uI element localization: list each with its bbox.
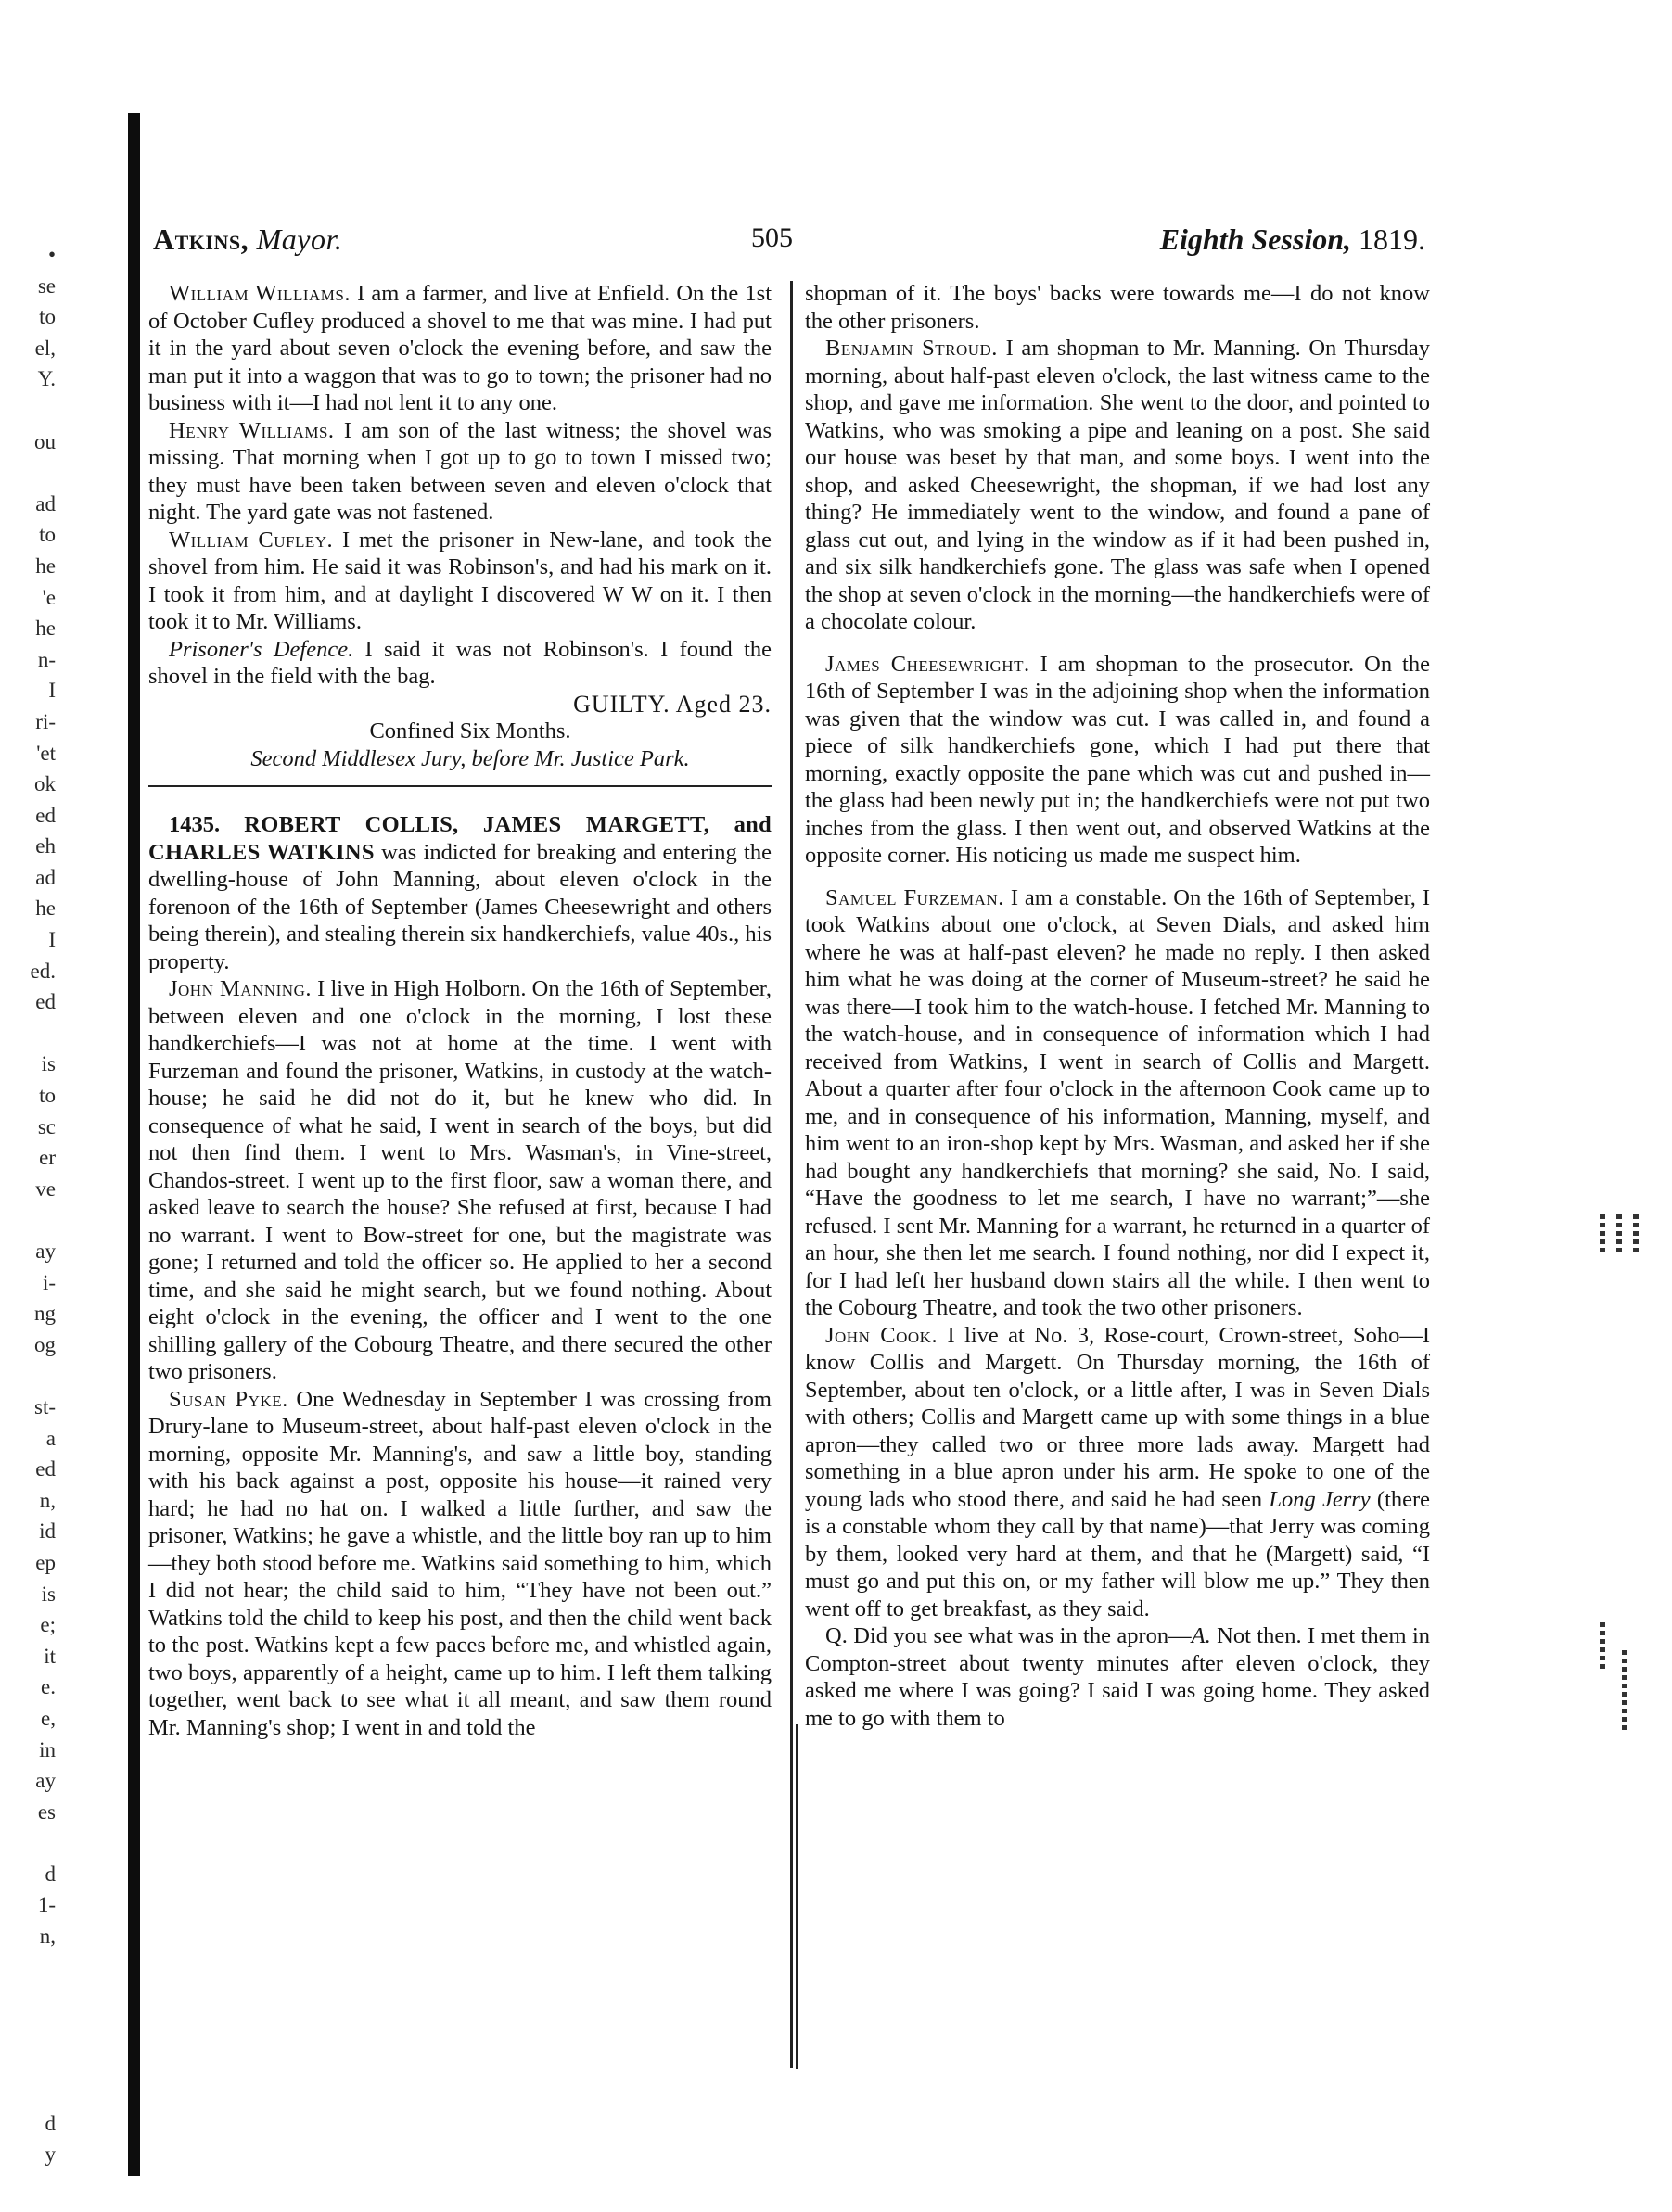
margin-fragment: ed. [30,959,56,983]
prisoner-defence [148,636,772,691]
witness-name: John Cook. [825,1322,938,1348]
witness-name: James Cheesewright. [825,651,1030,677]
margin-fragment [0,1983,56,2015]
running-head-left [153,222,342,257]
margin-fragment: 1- [37,1893,56,1917]
column-rule [790,281,793,2068]
margin-fragment: ed [35,1457,56,1481]
margin-fragment: ou [34,429,56,453]
testimony-paragraph [805,1322,1430,1623]
verdict-line [148,691,772,718]
case-heading [148,811,772,975]
margin-fragment [0,1360,56,1392]
margin-fragment: i- [42,1270,56,1294]
margin-fragment: es [37,1799,56,1824]
margin-fragment: og [34,1332,56,1356]
margin-fragment: d [45,1862,56,1886]
margin-fragment: he [35,896,56,921]
margin-fragment [0,2045,56,2077]
margin-fragment: is [41,1582,56,1606]
testimony-paragraph [805,651,1430,870]
margin-fragment [0,395,56,426]
session-year: 1819. [1359,222,1425,256]
witness-name: Susan Pyke. [169,1386,288,1412]
margin-fragment [0,457,56,489]
margin-fragment: ri- [35,709,56,733]
witness-name: William Cufley. [169,527,334,553]
margin-fragment: sc [37,1114,56,1138]
margin-fragment: 'et [36,741,56,765]
testimony-paragraph [148,417,772,527]
margin-fragment: is [41,1052,56,1076]
margin-fragment: ep [35,1550,56,1574]
verdict: GUILTY. [573,690,670,718]
binding-edge [128,113,140,2176]
answer-text: Not then. I met them in Compton-street about twenty minutes after eleven o'clock, they asked me where I was going? I said I was going home. They asked me to go with them to [805,1623,1431,1731]
witness-name: Samuel Furzeman. [825,884,1004,910]
margin-fragment: he [35,617,56,641]
margin-fragment: 'e [42,585,56,609]
margin-fragment: e; [40,1613,56,1637]
margin-fragment: ed [35,803,56,827]
prisoner-age: Aged 23. [675,690,772,718]
testimony-text: One Wednesday in September I was crossing from Drury-lane to Museum-street, about half-past eleven o'clock in the morning, opposite Mr. Manning's, and saw a little boy, standing with his back against a post, opposite his house—it rained very hard; he had no hat on. I walked a little further, and saw the prisoner, Watkins; he gave a whistle, and the little boy ran up to him—they both stood before me. Watkins said something to him, which I did not hear; the child said to him, “They have not been out.” Watkins told the child to keep his post, and then the child went back to the post. Watkins kept a few paces before me, and whistled again, two boys, apparently of a height, came up to him. I left them talking together, went back to see what it all meant, and saw them round Mr. Manning's shop; I went in and told the [148,1386,772,1740]
mayor-title: Mayor. [256,222,343,256]
paragraph-gap [805,870,1430,884]
defence-text: I said it was not Robinson's. I found the shovel in the field with the bag. [148,636,772,689]
session-label: Eighth Session, [1159,222,1351,256]
testimony-paragraph [148,975,772,1386]
margin-fragment: er [39,1146,56,1170]
margin-fragment: ay [35,1239,56,1263]
margin-fragment: ed [35,990,56,1014]
question-text: Did you see what was in the apron— [853,1623,1192,1648]
margin-fragment [0,2015,56,2046]
testimony-paragraph [148,280,772,417]
margin-fragment [0,2077,56,2108]
continued-text: shopman of it. The boys' backs were towards me—I do not know the other prisoners. [805,281,1430,334]
margin-fragment: to [39,1084,56,1108]
margin-fragment: st- [34,1394,56,1418]
margin-fragment: e. [41,1675,56,1699]
case-number: 1435. [169,812,221,837]
right-column [805,280,1430,1732]
margin-fragment: I [48,679,56,703]
testimony-paragraph [805,335,1430,636]
testimony-paragraph [148,1386,772,1742]
margin-fragment: • [47,243,56,266]
margin-fragment: ve [35,1176,56,1201]
margin-fragment: Y. [37,367,56,391]
defence-label: Prisoner's Defence. [169,636,354,662]
margin-fragment: el, [34,336,56,360]
margin-fragment: ad [35,491,56,515]
testimony-text: I am a farmer, and live at Enfield. On the 1st of October Cufley produced a shovel to me that was mine. I had put it in the yard about seven o'clock the evening before, and saw the man put it into a waggon that was to go to town; the prisoner had no business with it—I had not lent it to any one. [148,281,772,415]
witness-name: Benjamin Stroud. [825,336,998,361]
margin-fragment: a [45,1426,56,1450]
margin-fragment: id [39,1519,56,1544]
margin-fragment: eh [35,834,56,858]
margin-fragment [0,1018,56,1049]
margin-text-fragments [0,239,56,2170]
margin-fragment: ay [35,1769,56,1793]
margin-fragment: he [35,553,56,578]
case-separator [148,785,772,787]
defendant-names: ROBERT COLLIS, JAMES MARGETT, and CHARLES WATKINS [148,812,772,865]
margin-fragment: I [48,928,56,952]
margin-fragment: n, [39,1925,56,1949]
question-answer [805,1622,1430,1732]
testimony-text: I live in High Holborn. On the 16th of September, between eleven and one o'clock in the morning, I lost these handkerchiefs—I was not at home at the time. I went with Furzeman and found the prisoner, Watkins, in custody at the watch-house; he said he did not do it, but he knew who did. In consequence of what he said, I went in search of the boys, but did not then find them. I went to Mrs. Wasman's, in Vine-street, Chandos-street. I went up to the first floor, saw a woman there, and asked leave to search the house? She refused at first, because I had no warrant. I went to Bow-street for one, but the magistrate was gone; I returned and told the officer so. He applied to her a second time, and she said he might search, but we found nothing. About eight o'clock in the evening, the officer and I went to the one shilling gallery of the Cobourg Theatre, and there secured the other two prisoners. [148,976,772,1384]
margin-fragment: y [45,2142,56,2167]
testimony-paragraph [148,527,772,636]
margin-fragment: n- [37,647,56,671]
margin-fragment: ad [35,865,56,889]
margin-fragment: in [39,1737,56,1761]
running-head [153,222,1425,267]
margin-fragment: it [44,1644,56,1668]
margin-fragment: to [39,523,56,547]
margin-fragment [0,1827,56,1859]
testimony-text: I met the prisoner in New-lane, and took the shovel from him. He said it was Robinson's, and had his mark on it. I took it from him, and at daylight I discovered W W on it. I then took it to Mr. Williams. [148,527,772,634]
testimony-text: I am shopman to Mr. Manning. On Thursday morning, about half-past eleven o'clock, the last witness came to the shop, and gave me information. She went to the door, and pointed to Watkins, who was smoking a pipe and leaning on a post. She said our house was beset by that man, and some boys. I went into the shop, and asked Cheesewright, the shopman, if we had lost any thing? He immediately went to the window, and found a pane of glass cut out, and lying in the window as if it had been pushed in, and six silk handkerchiefs gone. The glass was safe when I opened the shop at seven o'clock in the morning—the handkerchiefs were of a chocolate colour. [805,336,1431,634]
testimony-italic: Long Jerry [1269,1486,1371,1512]
witness-name: William Williams. [169,281,351,306]
running-head-right [1160,222,1425,257]
margin-fragment [0,1952,56,1984]
page-number: 505 [751,222,793,253]
witness-name: John Manning. [169,976,312,1001]
margin-fragment: d [45,2111,56,2135]
testimony-paragraph [805,884,1430,1322]
testimony-text: I am shopman to the prosecutor. On the 16th of September I was in the adjoining shop when the information was given that the window was cut. I was called in, and found a piece of silk handkerchiefs gone, which I had put there that morning, exactly opposite the pane which was cut and pushed in—the glass had been newly put in; the handkerchiefs were not put two inches from the glass. I then went out, and observed Watkins at the opposite corner. His noticing us made me suspect him. [805,651,1430,868]
indictment-text: was indicted for breaking and entering the dwelling-house of John Manning, about eleven o'clock in the forenoon of the 16th of September (James Cheesewright and others being therein), and stealing therein six handkerchiefs, value 40s., his property. [148,839,772,974]
witness-name: Henry Williams. [169,417,335,443]
margin-fragment: n, [39,1488,56,1512]
jury-line: Second Middlesex Jury, before Mr. Justice Park. [250,745,690,771]
margin-fragment: se [37,273,56,298]
testimony-text: (there is a constable whom they call by that name)—that Jerry was coming by them, looked very hard at them, and that he (Margett) said, “I must go and put this on, or my father will blow me up.” They then went off to get breakfast, as they said. [805,1486,1431,1621]
left-column [148,280,772,1741]
sentence: Confined Six Months. [369,718,571,744]
paragraph-gap [805,636,1430,651]
margin-fragment [0,1204,56,1236]
margin-fragment: ok [34,772,56,796]
mayor-name: Atkins, [153,222,249,256]
margin-fragment: ng [34,1302,56,1326]
testimony-text: I am a constable. On the 16th of September, I took Watkins about one o'clock, at Seven Dials, and asked him where he was at half-past eleven? he made no reply. I then asked him what he was doing at the corner of Museum-street? he said he was there—I took him to the watch-house. I fetched Mr. Manning to the watch-house, and in consequence of information which I had received from Watkins, I went in search of Collis and Margett. About a quarter after four o'clock in the afternoon Cook came up to me, and in consequence of his information, Manning, myself, and him went to an iron-shop kept by Mrs. Wasman, and asked her if she had bought any handkerchiefs that morning? she said, No. I said, “Have the goodness to let me search, I have no warrant;”—she refused. I sent Mr. Manning for a warrant, he returned in a quarter of an hour, she then let me search. I found nothing, nor did I expect it, for I had left her husband down stairs all the while. I then went to the Cobourg Theatre, and took the two other prisoners. [805,884,1431,1320]
testimony-text: I am son of the last witness; the shovel was missing. That morning when I got up to go to town I missed two; they must have been taken between seven and eleven o'clock that night. The yard gate was not fastened. [148,417,772,525]
column-rule-double [796,1724,798,2069]
margin-fragment: e, [41,1706,56,1730]
margin-fragment: to [39,305,56,329]
testimony-text: I live at No. 3, Rose-court, Crown-street, Soho—I know Collis and Margett. On Thursday morning, the 16th of September, about ten o'clock, or a little after, I was in Seven Dials with others; Collis and Margett came up with some things in a blue apron—they called two or three more lads away. Margett had something in a blue apron under his arm. He spoke to one of the young lads who stood there, and said he had seen [805,1322,1431,1512]
answer-label: A. [1191,1623,1211,1648]
question-label: Q. [825,1623,848,1648]
